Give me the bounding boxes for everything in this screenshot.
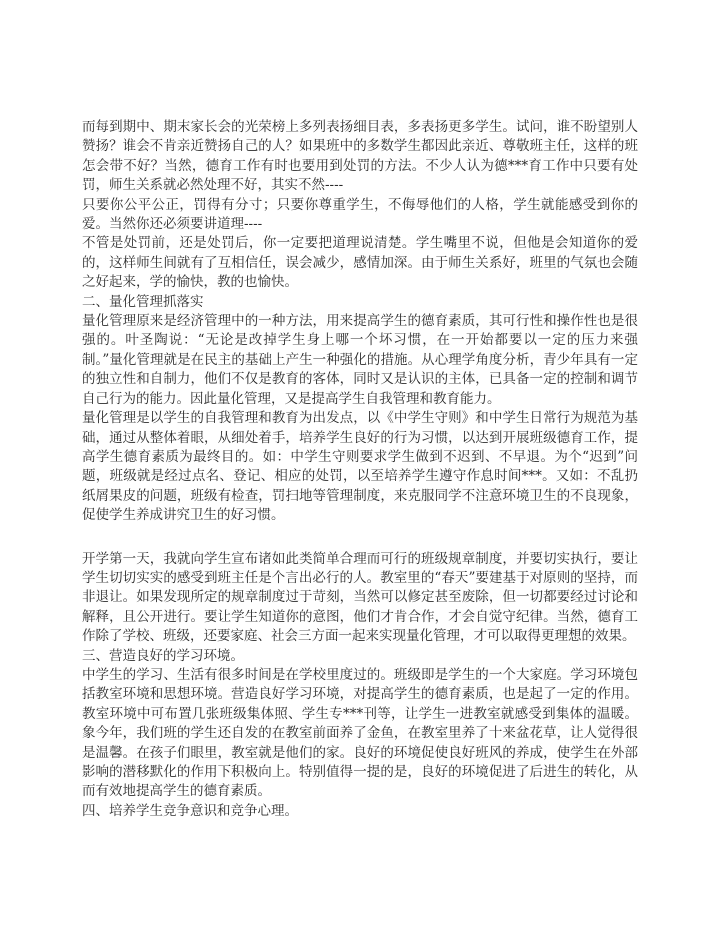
section-heading: 二、量化管理抓落实 [82,293,204,310]
paragraph: 只要你公平公正，罚得有分寸；只要你尊重学生，不侮辱他们的人格，学生就能感受到你的爱。当然你还必须要讲道理---- [82,196,638,233]
paragraph: 不管是处罚前，还是处罚后，你一定要把道理说清楚。学生嘴里不说，但他是会知道你的爱的，这样师生间就有了互相信任，误会减少，感情加深。由于师生关系好，班里的气氛也会随之好起来，学的愉快，教的也愉快。 [82,235,638,291]
paragraph: 量化管理原来是经济管理中的一种方法，用来提高学生的德育素质，其可行性和操作性也是很强的。叶圣陶说：“无论是改掉学生身上哪一个坏习惯，在一开始都要以一定的压力来强制。”量化管理就是在民主的基础上产生一种强化的措施。从心理学角度分析，青少年具有一定的独立性和自制力，他们不仅是教育的客体，同时又是认识的主体，已具备一定的控制和调节自己行为的能力。因此量化管理，又是提高学生自我管理和教育能力。 [82,313,638,407]
paragraph: 开学第一天，我就向学生宣布诸如此类简单合理而可行的班级规章制度，并要切实执行，要让学生切切实实的感受到班主任是个言出必行的人。教室里的“春天”要建基于对原则的坚持，而非退让。如果发现所定的规章制度过于苛刻，当然可以修定甚至废除，但一切都要经过讨论和解释，且公开进行。要让学生知道你的意图，他们才肯合作，才会自觉守纪律。当然，德育工作除了学校、班级，还要家庭、社会三方面一起来实现量化管理，才可以取得更理想的效果。 [82,550,638,645]
paragraph: 量化管理是以学生的自我管理和教育为出发点，以《中学生守则》和中学生日常行为规范为基础，通过从整体着眼，从细处着手，培养学生良好的行为习惯，以达到开展班级德育工作，提高学生德育素质为最终目的。如：中学生守则要求学生做到不迟到、不早退。为个“迟到”问题，班级就是经过点名、登记、相应的处罚，以至培养学生遵守作息时间***。又如：不乱扔纸屑果皮的问题，班级有检查，罚扫地等管理制度，来克服同学不注意环境卫生的不良现象，促使学生养成讲究卫生的好习惯。 [82,410,638,524]
blank-gap [82,526,638,550]
section-heading: 四、培养学生竞争意识和竞争心理。 [82,802,298,819]
paragraph: 中学生的学习、生活有很多时间是在学校里度过的。班级即是学生的一个大家庭。学习环境包括教室环境和思想环境。营造良好学习环境，对提高学生的德育素质，也是起了一定的作用。教室环境中可布置几张班级集体照、学生专***刊等，让学生一进教室就感受到集体的温暖。象今年，我们班的学生还自发的在教室前面养了金鱼，在教室里养了十来盆花草，让人觉得很是温馨。在孩子们眼里，教室就是他们的家。良好的环境促使良好班风的养成，使学生在外部影响的潜移默化的作用下积极向上。特别值得一提的是，良好的环境促进了后进生的转化，从而有效地提高学生的德育素质。 [82,666,638,800]
section-heading: 三、营造良好的学习环境。 [82,647,244,664]
paragraph: 而每到期中、期末家长会的光荣榜上多列表扬细目表，多表扬更多学生。试问，谁不盼望别人赞扬？谁会不肯亲近赞扬自己的人？如果班中的多数学生都因此亲近、尊敬班主任，这样的班怎会带不好？当然，德育工作有时也要用到处罚的方法。不少人认为德***育工作中只要有处罚，师生关系就必然处理不好，其实不然---- [82,119,638,194]
